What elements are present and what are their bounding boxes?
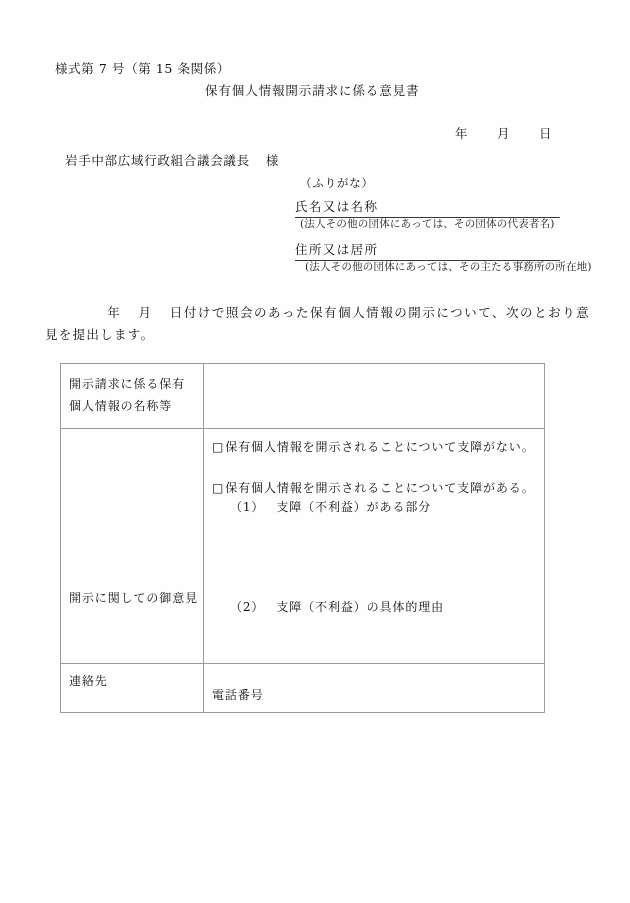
body-date-month: 月 [138, 305, 153, 320]
subject-info-label-cell [61, 364, 204, 429]
subject-info-value-cell[interactable] [204, 364, 545, 429]
option-has-objection-label: 保有個人情報を開示されることについて支障がある。 [225, 481, 535, 496]
address-field-note: (法人その他の団体にあっては、その主たる事務所の所在地) [305, 261, 592, 273]
subitem-1-number: （1） [230, 500, 265, 515]
name-field[interactable] [295, 197, 560, 218]
subitem-1 [212, 498, 536, 517]
contact-value-cell[interactable] [204, 664, 545, 713]
option-has-objection[interactable] [212, 479, 536, 498]
body-text: 日付けで照会のあった保有個人情報の開示について、次のとおり意見を提出します。 [45, 305, 590, 342]
body-paragraph [45, 302, 590, 346]
subitem-2 [212, 598, 536, 617]
name-field-label: 氏名又は名称 [295, 199, 379, 214]
subject-info-value [204, 364, 544, 382]
subitem-2-number: （2） [230, 599, 265, 614]
date-year-label: 年 [455, 126, 468, 141]
date-line [455, 128, 552, 141]
address-field-label: 住所又は居所 [295, 242, 379, 257]
name-field-note: (法人その他の団体にあっては、その団体の代表者名) [300, 218, 555, 230]
table-row [61, 429, 545, 664]
opinion-label: 開示に関しての御意見 [69, 591, 199, 605]
table-row [61, 364, 545, 429]
subitem-2-label: 支障（不利益）の具体的理由 [276, 599, 445, 614]
subject-info-label: 開示請求に係る保有個人情報の名称等 [69, 377, 186, 414]
contact-label-cell [61, 664, 204, 713]
spacer [212, 457, 536, 479]
date-month-label: 月 [497, 126, 510, 141]
option-no-objection-label: 保有個人情報を開示されることについて支障がない。 [225, 440, 535, 454]
subitem-1-answer-area[interactable] [212, 518, 536, 598]
addressee-honorific: 様 [265, 153, 280, 168]
addressee-line [65, 155, 279, 168]
furigana-label: （ふりがな） [300, 176, 374, 190]
opinion-value-cell[interactable] [204, 429, 545, 664]
page-title: 保有個人情報開示請求に係る意見書 [205, 83, 420, 98]
contact-label: 連絡先 [69, 674, 108, 688]
opinion-options [204, 429, 544, 617]
checkbox-icon[interactable]: □ [212, 440, 225, 454]
opinion-form-table [60, 363, 545, 713]
address-field[interactable] [295, 240, 560, 261]
date-day-label: 日 [539, 126, 552, 141]
option-no-objection[interactable] [212, 438, 536, 457]
body-date-year: 年 [107, 305, 122, 320]
phone-number-label: 電話番号 [212, 688, 264, 702]
form-number: 様式第 7 号（第 15 条関係） [55, 61, 230, 76]
table-row [61, 664, 545, 713]
checkbox-icon[interactable]: □ [212, 481, 225, 496]
subitem-1-label: 支障（不利益）がある部分 [276, 500, 432, 515]
addressee-name: 岩手中部広域行政組合議会議長 [65, 153, 250, 168]
opinion-label-cell [61, 429, 204, 664]
